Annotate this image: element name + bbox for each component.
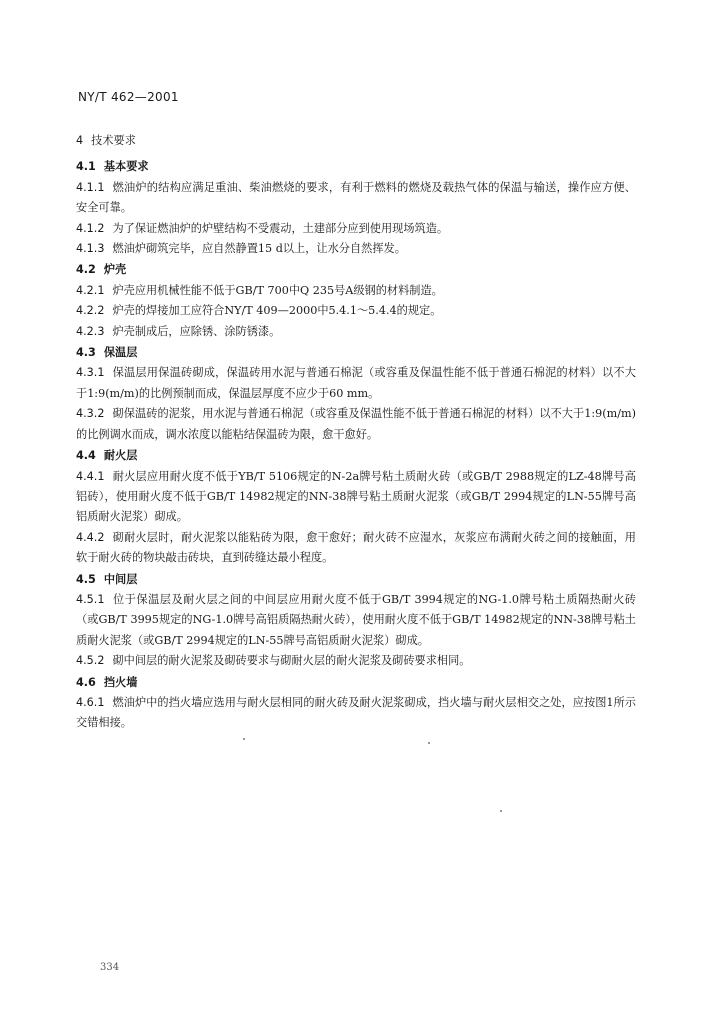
clause-paragraph xyxy=(76,693,636,734)
section-title: 中间层 xyxy=(103,571,138,586)
section-heading xyxy=(76,342,636,363)
page-number: 334 xyxy=(100,962,120,973)
clause-text: 砌中间层的耐火泥浆及砌砖要求与砌耐火层的耐火泥浆及砌砖要求相同。 xyxy=(112,654,471,668)
clause-text: 砌保温砖的泥浆，用水泥与普通石棉泥（或容重及保温性能不低于普通石棉泥的材料）以不大于1:9(m/m)的比例调水而成，调水浓度以能粘结保温砖为限，愈干愈好。 xyxy=(76,407,636,441)
section-heading xyxy=(76,672,636,693)
clause-paragraph xyxy=(76,219,636,239)
clause-paragraph xyxy=(76,178,636,219)
scan-speck xyxy=(428,742,430,744)
clause-number: 4.1 xyxy=(76,160,96,174)
clause-number: 4.4.1 xyxy=(76,469,105,483)
clause-paragraph xyxy=(76,528,636,569)
clause-number: 4.6.1 xyxy=(76,695,105,709)
clause-number: 4.4 xyxy=(76,449,96,463)
clause-paragraph xyxy=(76,590,636,651)
chapter-heading xyxy=(76,131,636,151)
clause-number: 4.3 xyxy=(76,346,96,360)
scan-speck xyxy=(500,810,502,812)
section-title: 挡火墙 xyxy=(103,674,138,689)
clause-paragraph xyxy=(76,404,636,445)
section-heading xyxy=(76,569,636,590)
section-heading xyxy=(76,259,636,280)
clause-text: 保温层用保温砖砌成，保温砖用水泥与普通石棉泥（或容重及保温性能不低于普通石棉泥的材料）以不大于1:9(m/m)的比例预制而成，保温层厚度不应少于60 mm。 xyxy=(76,366,636,400)
clause-text: 砌耐火层时，耐火泥浆以能粘砖为限，愈干愈好；耐火砖不应湿水，灰浆应布满耐火砖之间的接触面，用软于耐火砖的物块敲击砖块，直到砖缝达最小程度。 xyxy=(76,530,636,565)
clause-number: 4.4.2 xyxy=(76,530,105,544)
clause-paragraph xyxy=(76,301,636,321)
clause-number: 4.5 xyxy=(76,572,96,586)
clause-number: 4.1.1 xyxy=(76,180,105,194)
clause-text: 燃油炉的结构应满足重油、柴油燃烧的要求，有利于燃料的燃烧及载热气体的保温与输送，操作应方便、安全可靠。 xyxy=(76,180,636,215)
clause-text: 炉壳的焊接加工应符合NY/T 409—2000中5.4.1～5.4.4的规定。 xyxy=(112,304,442,318)
clause-paragraph xyxy=(76,281,636,301)
chapter-title: 技术要求 xyxy=(91,134,136,147)
clause-number: 4.5.2 xyxy=(76,654,105,668)
clause-text: 炉壳应用机械性能不低于GB/T 700中Q 235号A级钢的材料制造。 xyxy=(112,283,443,297)
section-title: 基本要求 xyxy=(103,159,149,174)
standard-number-header: NY/T 462—2001 xyxy=(78,90,179,104)
clause-number: 4.2.2 xyxy=(76,304,105,318)
clause-number: 4.5.1 xyxy=(76,592,105,606)
chapter-number: 4 xyxy=(76,134,84,147)
clause-number: 4.1.2 xyxy=(76,221,105,235)
clause-number: 4.3.1 xyxy=(76,366,105,380)
clause-number: 4.3.2 xyxy=(76,407,105,421)
clause-text: 为了保证燃油炉的炉壁结构不受震动，土建部分应到使用现场筑造。 xyxy=(112,221,449,235)
clause-paragraph xyxy=(76,239,636,259)
clause-paragraph xyxy=(76,651,636,671)
section-heading xyxy=(76,445,636,466)
section-heading xyxy=(76,156,636,177)
clause-number: 4.2.3 xyxy=(76,324,105,338)
clause-paragraph xyxy=(76,322,636,342)
clause-text: 耐火层应用耐火度不低于YB/T 5106规定的N-2a牌号粘土质耐火砖（或GB/T 2988规定的LZ-48牌号高铝砖），使用耐火度不低于GB/T 14982规定的NN-38牌号粘土质耐火泥浆（或GB/T 2994规定的LN-55牌号高铝质耐火泥浆）砌成。 xyxy=(76,469,636,524)
clause-text: 燃油炉中的挡火墙应选用与耐火层相同的耐火砖及耐火泥浆砌成，挡火墙与耐火层相交之处，应按图1所示交错相接。 xyxy=(76,695,636,730)
clause-paragraph xyxy=(76,467,636,528)
section-title: 炉壳 xyxy=(103,262,127,277)
clause-number: 4.1.3 xyxy=(76,242,105,256)
clause-paragraph xyxy=(76,363,636,404)
clause-number: 4.6 xyxy=(76,675,96,689)
clause-number: 4.2.1 xyxy=(76,283,105,297)
clause-text: 燃油炉砌筑完毕，应自然静置15 d以上，让水分自然挥发。 xyxy=(112,242,406,256)
section-title: 耐火层 xyxy=(103,448,138,463)
clause-text: 炉壳制成后，应除锈、涂防锈漆。 xyxy=(112,324,281,338)
clause-text: 位于保温层及耐火层之间的中间层应用耐火度不低于GB/T 3994规定的NG-1.0牌号粘土质隔热耐火砖（或GB/T 3995规定的NG-1.0牌号高铝质隔热耐火砖），使用耐火度不低于GB/T 14982规定的NN-38牌号粘土质耐火泥浆（或GB/T 2994规定的LN-55牌号高铝质耐火泥浆）砌成。 xyxy=(76,592,636,647)
section-title: 保温层 xyxy=(103,345,138,360)
clause-list xyxy=(76,156,636,733)
clause-number: 4.2 xyxy=(76,263,96,277)
scan-speck xyxy=(243,738,245,740)
document-body xyxy=(76,131,636,734)
